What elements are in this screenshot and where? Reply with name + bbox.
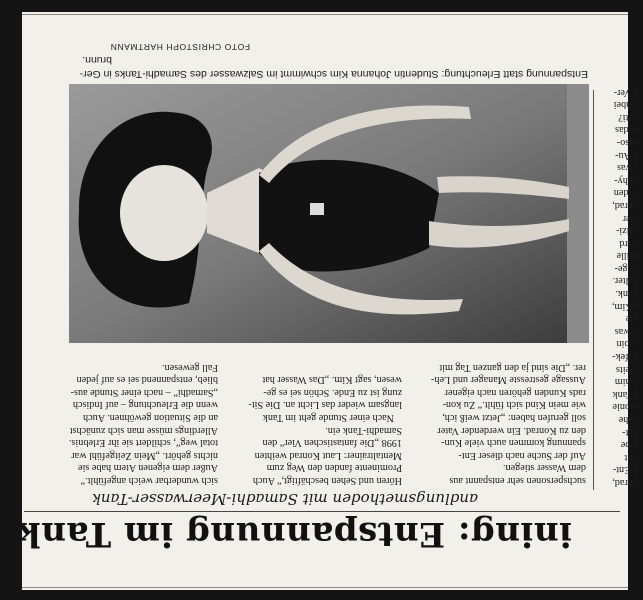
article-column-2 xyxy=(226,373,402,486)
text-line: Aussage gestresste Manager und Leh- xyxy=(430,374,586,386)
newspaper-clipping xyxy=(16,12,638,590)
text-line: Der xyxy=(622,212,638,224)
text-line: ophy- xyxy=(614,174,638,186)
text-line: rads Kunden gehören nach eigener xyxy=(444,386,586,398)
text-line: n be xyxy=(620,439,638,451)
text-line: monie xyxy=(612,401,638,413)
text-line: Nach einer Stunde geht im Tank xyxy=(262,412,394,424)
text-line: Stille xyxy=(616,250,638,262)
text-line: st das xyxy=(615,124,638,136)
top-border xyxy=(22,587,628,588)
text-line: sebin xyxy=(616,338,638,350)
photo-credit: FOTO CHRISTOPH HARTMANN xyxy=(110,42,250,52)
text-line: Außer dem eigenen Atem habe sie xyxy=(77,462,218,474)
subheadline: andlungsmethoden mit Samadhi-Meerwasser-Tank xyxy=(91,490,478,508)
text-line: „Samadhi“ – nach einer Stunde aus- xyxy=(70,386,218,398)
text-line: Fall gewesen. xyxy=(161,361,218,373)
text-line: etwas xyxy=(614,325,638,337)
text-line: nichts gehört. „Mein Zeitgefühl war xyxy=(71,449,218,461)
floating-woman-photo xyxy=(69,84,589,343)
text-line: Effek- xyxy=(612,351,638,363)
text-line: 'k den xyxy=(613,187,638,199)
text-line: gie xyxy=(625,313,638,325)
text-line: er ge- xyxy=(614,262,638,274)
text-line: total weg“, schildert sie ihr Erlebnis. xyxy=(68,437,218,449)
text-line: hat- xyxy=(622,426,638,438)
text-line: zung ist zu Ende. Schön sei es ge- xyxy=(263,386,402,398)
text-line: mit xyxy=(624,451,638,463)
face xyxy=(120,165,208,261)
column-divider xyxy=(593,90,594,490)
text-line: Hören und Sehen beschäftigt,“ Auch xyxy=(252,475,402,486)
photo-caption-continued: brunn. xyxy=(82,54,112,66)
clipping-page xyxy=(16,12,638,590)
text-line: onrad, xyxy=(612,199,638,211)
text-line: Tank. xyxy=(615,288,638,300)
text-line: ereits xyxy=(615,363,638,375)
article-column-3 xyxy=(42,360,218,486)
text-line: wesen, sagt Kim. „Das Wasser hat xyxy=(262,374,402,386)
text-line: dem Wasser stiegen. xyxy=(502,462,586,474)
text-line: Mentaltrainer: Laut Konrad weihten xyxy=(254,449,402,461)
bottom-border xyxy=(22,14,628,15)
photo-caption: Entspannung statt Erleuchtung: Studentin Johanna Kim schwimmt im Salzwasser des Samadhi-Tanks in Ger- xyxy=(79,68,588,80)
text-line: e Ver- xyxy=(613,86,638,98)
text-line: onrad, xyxy=(612,477,638,488)
text-line: salzi- xyxy=(615,225,638,237)
text-line: blieb, entspannend sei es auf jeden xyxy=(76,374,218,386)
text-line: rer. „Die sind ja den ganzen Tag mit xyxy=(439,361,586,373)
text-line: langsam wieder das Licht an. Die Sit- xyxy=(248,399,402,411)
text-line: Dabei xyxy=(613,99,638,111)
text-line: wenn die Erleuchtung – auf Indisch xyxy=(72,399,218,411)
text-line: 1998 „Die fantastischen Vier“ den xyxy=(262,437,402,449)
text-line: Samadhi-Tank ein. xyxy=(325,424,402,436)
text-line: n Au- xyxy=(615,149,638,161)
text-line: den zu Konrad. Ein werdender Vater xyxy=(437,424,586,436)
text-line: spannung kommen auch viele Kun- xyxy=(441,437,586,449)
text-line: wie mein Kind sich fühlt.“ Zu kon- xyxy=(442,399,586,411)
text-line: akti? xyxy=(618,111,638,123)
text-line: Allerdings müsse man sich zunächst xyxy=(69,424,218,436)
text-line: h Ent- xyxy=(612,464,638,476)
text-line: Auf der Suche nach dieser Ent- xyxy=(458,449,586,461)
text-line: halter. xyxy=(612,275,638,287)
text-line: l Tank xyxy=(612,388,638,400)
text-line: wird xyxy=(619,237,638,249)
text-line: r iso- xyxy=(616,136,638,148)
article-column-1 xyxy=(410,360,586,486)
headline: ining: Entspannung im Tank xyxy=(16,514,572,554)
text-line: Prominente fanden den Weg zum xyxy=(266,462,402,474)
text-line: suchspersonen sehr entspannt aus xyxy=(449,475,586,486)
text-line: soll gerufen haben: „Jetzt weiß ich, xyxy=(442,412,586,424)
text-line: an die Situation gewöhnen. Auch xyxy=(83,412,218,424)
article-photo xyxy=(69,84,589,343)
headline-rule xyxy=(24,511,620,512)
cut-off-column xyxy=(598,85,638,488)
text-line: sich wunderbar weich angefühlt.“ xyxy=(80,475,218,486)
text-line: lehim xyxy=(614,376,638,388)
text-line: , was xyxy=(617,162,638,174)
text-line: ı Kim, xyxy=(611,300,638,312)
text-line: zuhe xyxy=(618,414,638,426)
